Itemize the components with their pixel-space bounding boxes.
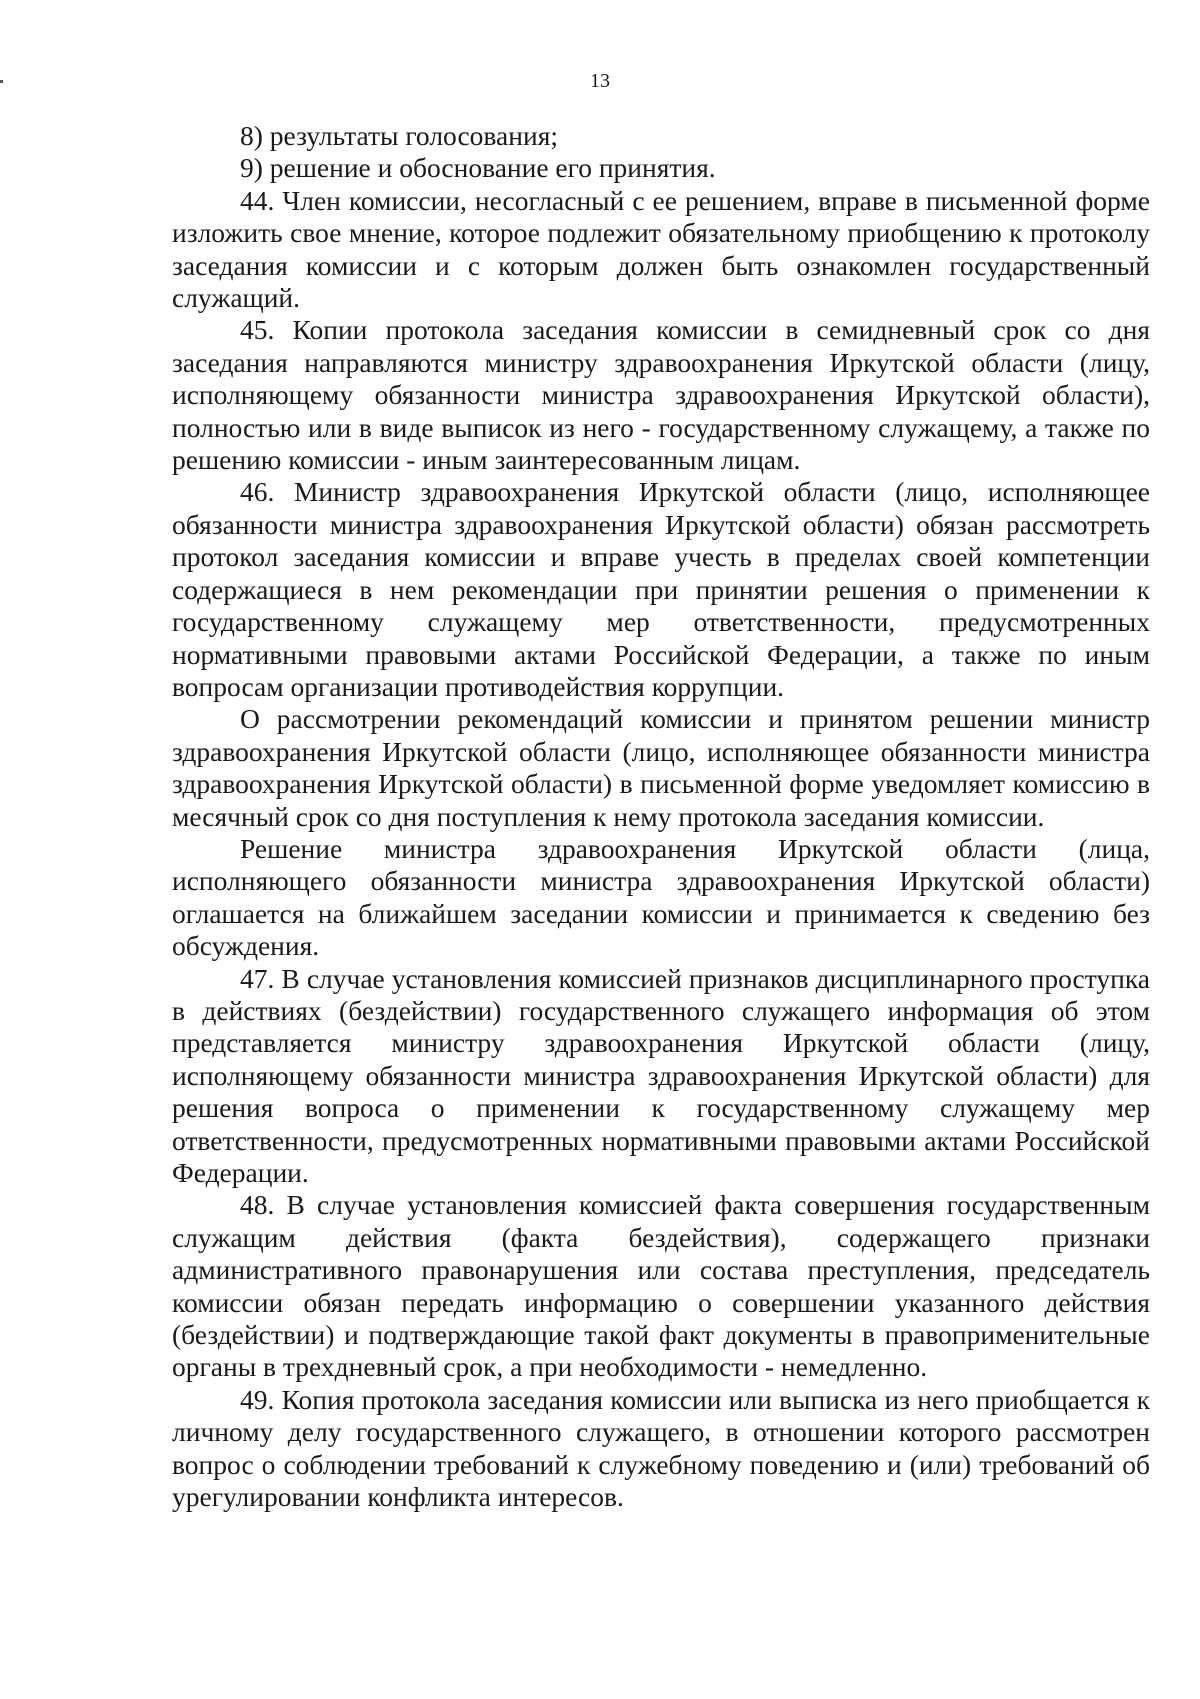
list-item-9: 9) решение и обоснование его принятия. bbox=[240, 152, 716, 184]
paragraph-46: 46. Министр здравоохранения Иркутской области (лицо, исполняющее обязанности министра здравоохранения Иркутской области) обязан рассмотреть протокол заседания комиссии и вправе учесть в пределах своей компетенции содержащиеся в нем рекомендации при принятии решения о применении к государственному служащему мер ответственности, предусмотренных нормативными правовыми актами Российской Федерации, а также по иным вопросам организации противодействия коррупции. bbox=[172, 476, 1150, 702]
list-item-8: 8) результаты голосования; bbox=[240, 120, 558, 151]
paragraph-46-decision: Решение министра здравоохранения Иркутской области (лица, исполняющего обязанности министра здравоохранения Иркутской области) оглашается на ближайшем заседании комиссии и принимается к сведению без обсуждения. bbox=[172, 832, 1150, 962]
paragraph-46-recommendations: О рассмотрении рекомендаций комиссии и принятом решении министр здравоохранения Иркутской области (лицо, исполняющее обязанности министра здравоохранения Иркутской области) в письменной форме уведомляет комиссию в месячный срок со дня поступления к нему протокола заседания комиссии. bbox=[172, 703, 1150, 832]
page-number: 13 bbox=[590, 70, 610, 92]
paragraph-44: 44. Член комиссии, несогласный с ее решением, вправе в письменной форме изложить свое мнение, которое подлежит обязательному приобщению к протоколу заседания комиссии и с которым должен быть ознакомлен государственный служащий. bbox=[172, 184, 1150, 314]
paragraph-45: 45. Копии протокола заседания комиссии в семидневный срок со дня заседания направляются министру здравоохранения Иркутской области (лицу, исполняющему обязанности министра здравоохранения Иркутской области), полностью или в виде выписок из него - государственному служащему, а также по решению комиссии - иным заинтересованным лицам. bbox=[172, 314, 1150, 476]
paragraph-48: 48. В случае установления комиссией факта совершения государственным служащим действия (факта бездействия), содержащего признаки административного правонарушения или состава преступления, председатель комиссии обязан передать информацию о совершении указанного действия (бездействии) и подтверждающие такой факт документы в правоприменительные органы в трехдневный срок, а при необходимости - немедленно. bbox=[172, 1189, 1150, 1383]
paragraph-47: 47. В случае установления комиссией признаков дисциплинарного проступка в действиях (бездействии) государственного служащего информация об этом представляется министру здравоохранения Иркутской области (лицу, исполняющему обязанности министра здравоохранения Иркутской области) для решения вопроса о применении к государственному служащему мер ответственности, предусмотренных нормативными правовыми актами Российской Федерации. bbox=[172, 962, 1150, 1188]
document-body bbox=[172, 120, 1150, 1513]
paragraph-49: 49. Копия протокола заседания комиссии или выписка из него приобщается к личному делу государственного служащего, в отношении которого рассмотрен вопрос о соблюдении требований к служебному поведению и (или) требований об урегулировании конфликта интересов. bbox=[172, 1383, 1150, 1513]
